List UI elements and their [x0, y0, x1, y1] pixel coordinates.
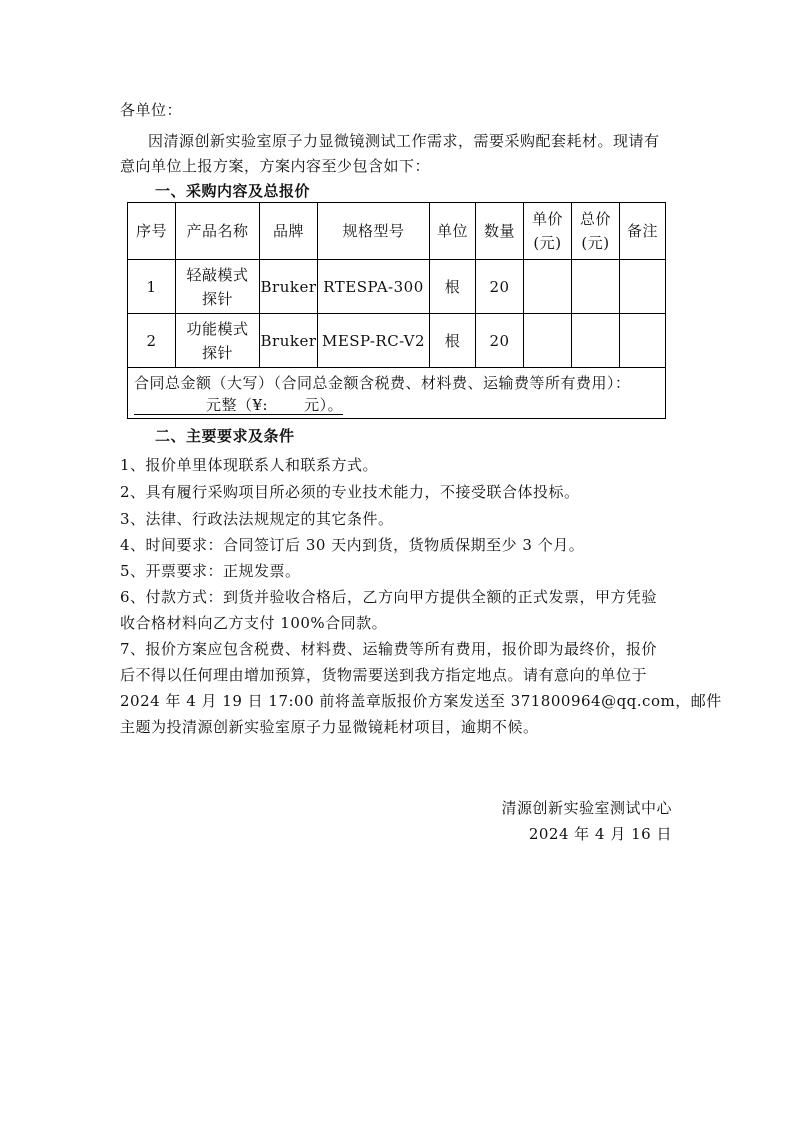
cell-brand: Bruker: [260, 260, 318, 314]
cell-name-line-1: 轻敲模式: [186, 265, 249, 284]
requirement-7-line-1: 7、报价方案应包含税费、材料费、运输费等所有费用，报价即为最终价，报价: [120, 640, 658, 658]
total-cell: [128, 368, 666, 419]
total-amount-blank: [134, 396, 206, 410]
cell-name-line-2: 探针: [201, 343, 233, 362]
signature-date: 2024 年 4 月 16 日: [528, 825, 672, 843]
cell-model: MESP-RC-V2: [318, 314, 430, 368]
total-label: 合同总金额（大写）（合同总金额含税费、材料费、运输费等所有费用）：: [134, 374, 631, 392]
table-total-row: [128, 368, 666, 419]
header-remark: 备注: [620, 203, 666, 260]
header-unit-price: [524, 203, 572, 260]
total-yuan: 元整（¥:: [206, 396, 269, 414]
requirement-1: 1、报价单里体现联系人和联系方式。: [120, 456, 379, 474]
header-total-price: [572, 203, 620, 260]
header-qty: 数量: [476, 203, 524, 260]
cell-unit-price: [524, 314, 572, 368]
section-2-title: 二、主要要求及条件: [155, 427, 295, 445]
header-seq: 序号: [128, 203, 176, 260]
header-unit-price-currency: (元): [533, 234, 562, 252]
cell-total-price: [572, 260, 620, 314]
requirement-7-line-4: 主题为投清源创新实验室原子力显微镜耗材项目，逾期不候。: [120, 718, 539, 736]
requirement-3: 3、法律、行政法法规规定的其它条件。: [120, 510, 394, 528]
cell-unit: 根: [430, 314, 476, 368]
cell-unit: 根: [430, 260, 476, 314]
table-row: [128, 260, 666, 314]
cell-total-price: [572, 314, 620, 368]
total-amount-line: [134, 394, 665, 416]
cell-qty: 20: [476, 314, 524, 368]
table-header-row: [128, 203, 666, 260]
signature-org: 清源创新实验室测试中心: [501, 799, 672, 817]
cell-unit-price: [524, 260, 572, 314]
total-yuan-end: 元）。: [304, 396, 344, 414]
header-total-price-label: 总价: [579, 210, 611, 228]
cell-name: [176, 314, 260, 368]
total-amount-underline: [134, 396, 343, 415]
cell-remark: [620, 314, 666, 368]
quote-table: [127, 202, 666, 419]
cell-remark: [620, 260, 666, 314]
cell-seq: 1: [128, 260, 176, 314]
cell-name: [176, 260, 260, 314]
header-model: 规格型号: [318, 203, 430, 260]
requirement-7-line-2: 后不得以任何理由增加预算，货物需要送到我方指定地点。请有意向的单位于: [120, 666, 648, 684]
intro-line-2: 意向单位上报方案，方案内容至少包含如下：: [120, 157, 431, 175]
header-name: 产品名称: [176, 203, 260, 260]
salutation: 各单位：: [120, 101, 183, 119]
header-unit: 单位: [430, 203, 476, 260]
requirement-7-line-3: 2024 年 4 月 19 日 17:00 前将盖章版报价方案发送至 371800964@qq.com，邮件: [120, 692, 722, 710]
requirement-5: 5、开票要求：正规发票。: [120, 562, 301, 580]
intro-line-1: 因清源创新实验室原子力显微镜测试工作需求，需要采购配套耗材。现请有: [148, 132, 660, 150]
section-1-title: 一、采购内容及总报价: [155, 182, 311, 200]
cell-name-line-1: 功能模式: [186, 319, 249, 338]
header-unit-price-label: 单价: [531, 210, 563, 228]
header-brand: 品牌: [260, 203, 318, 260]
table-row: [128, 314, 666, 368]
cell-brand: Bruker: [260, 314, 318, 368]
cell-model: RTESPA-300: [318, 260, 430, 314]
requirement-6-line-2: 收合格材料向乙方支付 100%合同款。: [120, 614, 388, 632]
cell-qty: 20: [476, 260, 524, 314]
cell-name-line-2: 探针: [201, 289, 233, 308]
cell-seq: 2: [128, 314, 176, 368]
requirement-6-line-1: 6、付款方式：到货并验收合格后，乙方向甲方提供全额的正式发票，甲方凭验: [120, 588, 658, 606]
requirement-2: 2、具有履行采购项目所必须的专业技术能力，不接受联合体投标。: [120, 483, 580, 501]
header-total-price-currency: (元): [581, 234, 610, 252]
requirement-4: 4、时间要求：合同签订后 30 天内到货，货物质保期至少 3 个月。: [120, 536, 585, 554]
